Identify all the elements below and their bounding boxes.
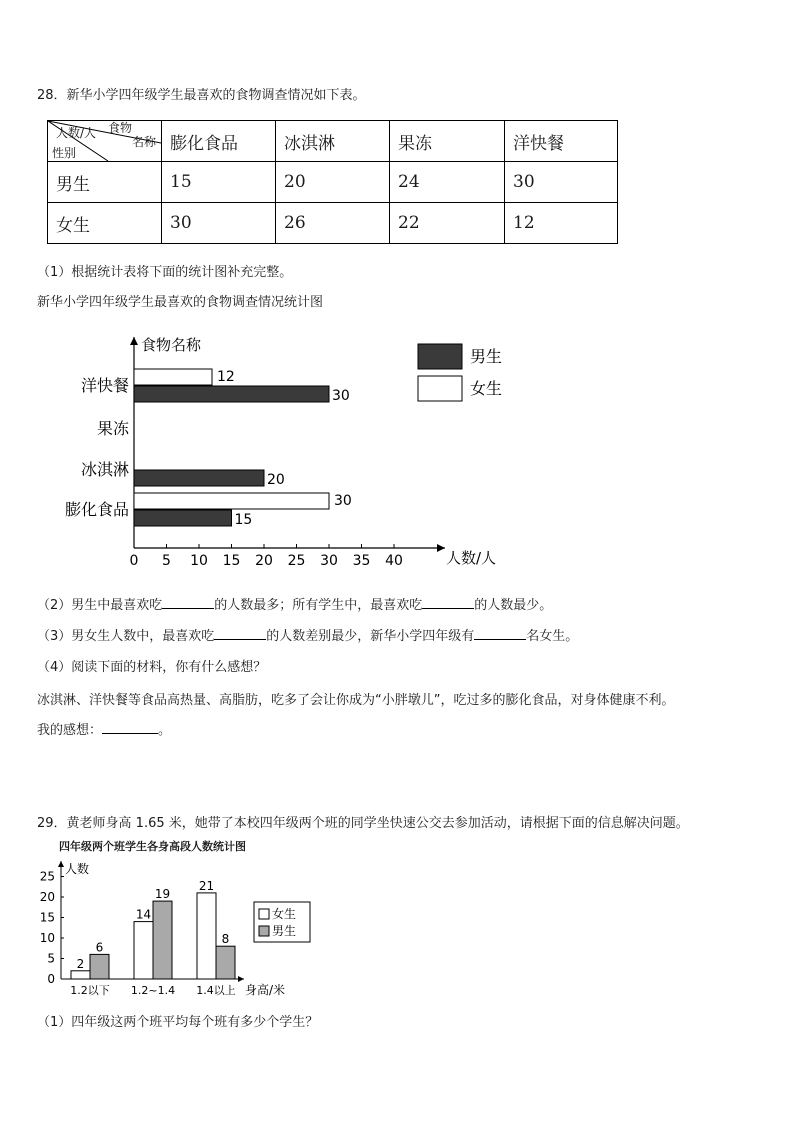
chart1-title: 新华小学四年级学生最喜欢的食物调查情况统计图: [37, 295, 324, 310]
bar-boys: [134, 510, 232, 526]
header-food-label: 食物: [108, 121, 133, 135]
answer-blank[interactable]: [162, 596, 214, 609]
q29-sub1: （1）四年级这两个班平均每个班有多少个学生？: [37, 1015, 319, 1030]
q28-sub4: （4）阅读下面的材料，你有什么感想？: [37, 660, 267, 675]
bar-girls: [134, 922, 153, 979]
x-tick-label: 1.2~1.4: [130, 984, 176, 997]
legend-label: 女生: [470, 379, 503, 398]
bar-boys: [134, 470, 264, 486]
legend-swatch-girls: [418, 376, 462, 401]
row-label: 男生: [48, 162, 162, 203]
q28-feeling: [37, 719, 171, 738]
q29-title: 29．黄老师身高 1.65 米，她带了本校四年级两个班的同学坐快速公交去参加活动，请根据下面的信息解决问题。: [37, 816, 689, 831]
feeling-label: 我的感想：: [37, 723, 103, 738]
bar-label: 30: [332, 388, 350, 404]
x-tick-label: 1.2以下: [70, 984, 110, 997]
x-tick-label: 15: [222, 553, 241, 569]
bar-boys: [90, 954, 109, 979]
q28-sub2-part3: 的人数最少。: [474, 598, 553, 613]
legend-swatch-girls: [259, 909, 269, 919]
x-tick-label: 0: [129, 553, 139, 569]
feeling-end: 。: [158, 723, 172, 738]
x-tick-label: 20: [255, 553, 273, 569]
bar-boys: [216, 946, 235, 979]
y-tick-label: 15: [39, 910, 55, 925]
y-axis-label: 人数: [65, 862, 90, 876]
bar-label: 12: [217, 369, 235, 385]
table-cell: 22: [390, 203, 505, 244]
answer-blank[interactable]: [422, 596, 474, 609]
q28-sub3-part3: 名女生。: [526, 629, 579, 644]
bar-label: 8: [221, 932, 230, 947]
y-tick-label: 0: [47, 972, 55, 986]
y-tick-label: 冰淇淋: [80, 460, 129, 479]
food-chart-plot: [65, 336, 502, 569]
y-axis-arrow: [130, 337, 138, 345]
q28-sub2: [37, 594, 552, 613]
y-tick-label: 5: [47, 951, 55, 966]
x-tick-label: 40: [385, 553, 403, 569]
x-tick-label: 5: [162, 553, 171, 569]
x-axis-arrow: [437, 544, 445, 552]
bar-boys: [134, 386, 329, 402]
y-tick-label: 果冻: [96, 419, 129, 438]
height-chart: [0, 855, 794, 1005]
q28-sub1: （1）根据统计表将下面的统计图补充完整。: [37, 265, 293, 280]
y-tick-label: 洋快餐: [80, 376, 129, 395]
table-header-diagonal: [48, 121, 162, 162]
header-name-label: 名称: [132, 135, 157, 149]
y-tick-label: 10: [39, 931, 55, 945]
answer-blank[interactable]: [214, 627, 266, 640]
legend-label: 女生: [272, 907, 297, 921]
bar-label: 19: [154, 887, 171, 902]
table-cell: 12: [505, 203, 618, 244]
q28-sub3: [37, 625, 578, 644]
q28-sub2-part1: （2）男生中最喜欢吃: [37, 598, 163, 613]
legend-label: 男生: [470, 347, 503, 366]
y-tick-label: 20: [39, 890, 55, 904]
answer-blank[interactable]: [474, 627, 526, 640]
y-axis-label: 食物名称: [141, 336, 202, 354]
bar-label: 15: [234, 512, 253, 528]
q28-sub3-part1: （3）男女生人数中，最喜欢吃: [37, 629, 215, 644]
bar-label: 21: [198, 878, 215, 893]
table-cell: 30: [162, 203, 276, 244]
height-chart-plot: [40, 861, 310, 997]
table-cell: 30: [505, 162, 618, 203]
legend-swatch-boys: [418, 344, 462, 369]
table-row: [48, 203, 618, 244]
y-axis-arrow: [58, 861, 64, 867]
bar-label: 6: [95, 940, 104, 955]
x-tick-label: 10: [190, 553, 208, 569]
bar-label: 30: [334, 493, 352, 509]
table-row: [48, 162, 618, 203]
column-header: 果冻: [390, 121, 505, 162]
survey-table: [47, 120, 618, 244]
x-tick-label: 1.4以上: [196, 984, 236, 997]
bar-girls: [197, 893, 216, 979]
row-label: 女生: [48, 203, 162, 244]
table-cell: 20: [276, 162, 390, 203]
chart2-title: 四年级两个班学生各身高段人数统计图: [59, 840, 246, 853]
y-tick-label: 25: [39, 869, 55, 884]
legend-label: 男生: [272, 924, 297, 938]
q28-sub2-part2: 的人数最多；所有学生中，最喜欢吃: [214, 598, 423, 613]
q28-title: 28．新华小学四年级学生最喜欢的食物调查情况如下表。: [37, 88, 366, 103]
food-chart: [0, 325, 794, 575]
bar-label: 2: [76, 956, 85, 971]
x-axis-label: 人数/人: [446, 549, 497, 567]
q28-sub3-part2: 的人数差别最少，新华小学四年级有: [266, 629, 475, 644]
x-tick-label: 25: [287, 553, 306, 569]
header-count-label: 人数/人: [56, 126, 97, 140]
table-cell: 15: [162, 162, 276, 203]
bar-girls: [134, 493, 329, 509]
column-header: 洋快餐: [505, 121, 618, 162]
x-tick-label: 30: [320, 553, 338, 569]
q28-material: 冰淇淋、洋快餐等食品高热量、高脂肪，吃多了会让你成为“小胖墩儿”，吃过多的膨化食品，对身体健康不利。: [37, 693, 675, 708]
column-header: 冰淇淋: [276, 121, 390, 162]
bar-label: 14: [135, 907, 152, 922]
table-cell: 26: [276, 203, 390, 244]
header-gender-label: 性别: [52, 146, 77, 160]
y-tick-label: 膨化食品: [64, 500, 129, 519]
legend-swatch-boys: [259, 926, 269, 936]
x-tick-label: 35: [352, 553, 371, 569]
column-header: 膨化食品: [162, 121, 276, 162]
bar-girls: [71, 971, 90, 979]
x-axis-label: 身高/米: [245, 983, 286, 997]
bar-girls: [134, 369, 212, 385]
bar-label: 20: [267, 472, 285, 488]
bar-boys: [153, 901, 172, 979]
table-cell: 24: [390, 162, 505, 203]
answer-blank[interactable]: [102, 721, 158, 734]
x-axis-arrow: [238, 976, 244, 982]
